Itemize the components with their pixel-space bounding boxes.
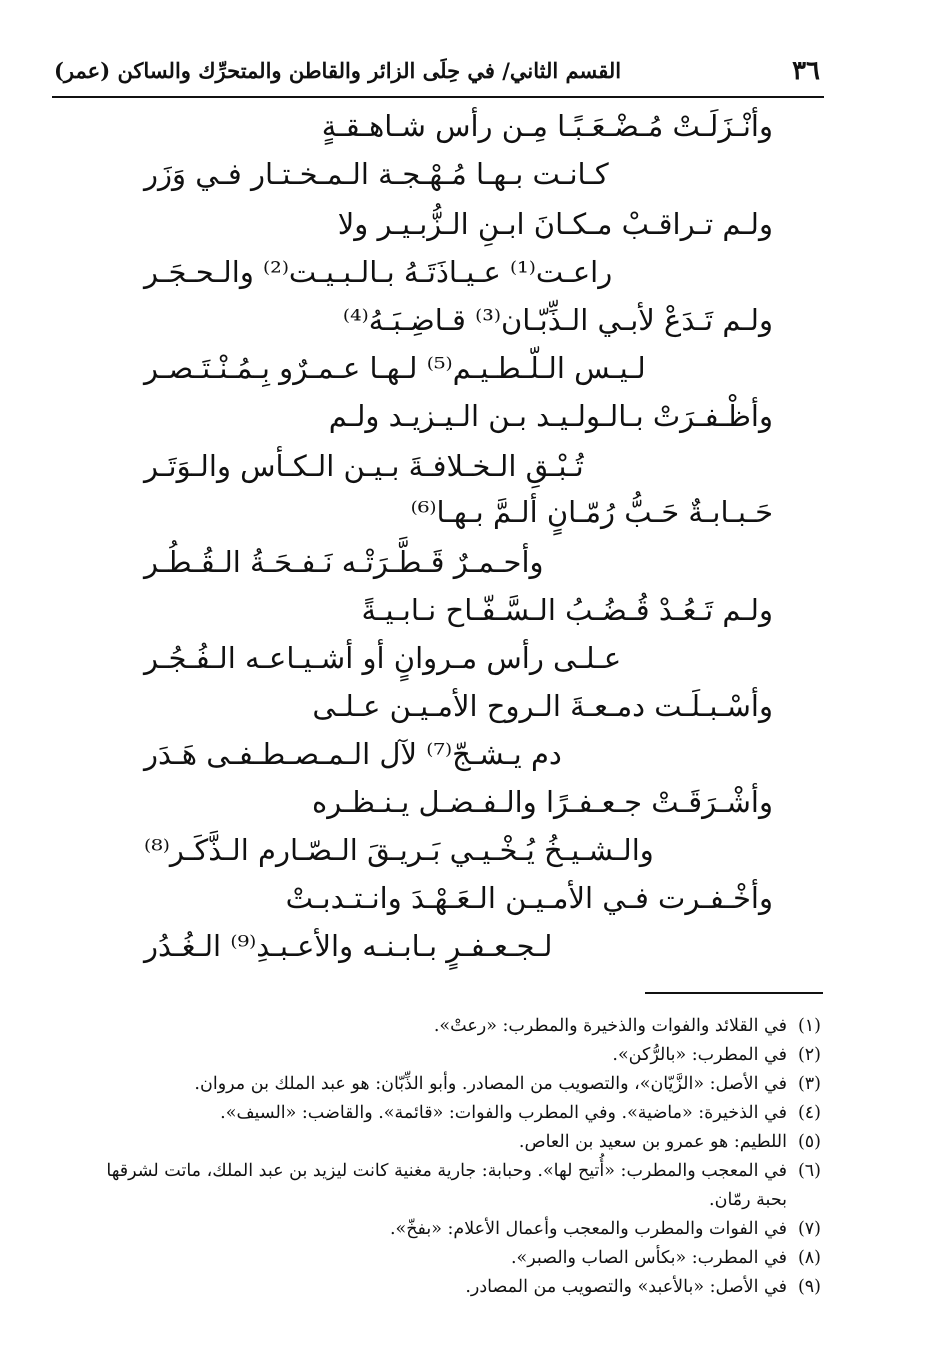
verse-6-first-hemistich: ولـم تَـعُـدْ قُـضُـبُ الـسَّـفّـاح نـابـيـةً	[361, 593, 773, 627]
footnote-number: (٤)	[797, 1103, 821, 1123]
footnote	[101, 1215, 821, 1244]
footnote	[101, 1273, 821, 1302]
running-title: القسم الثاني/ في حِلَى الزائر والقاطن والمتحرِّك والساكن (عمر)	[54, 58, 622, 83]
footnote	[101, 1099, 821, 1128]
footnote-text: في المعجب والمطرب: «أُتيح لها». وحبابة: جارية مغنية كانت ليزيد بن عبد الملك، ماتت لشرقها بحبة رمّان.	[106, 1161, 787, 1210]
footnote	[101, 1157, 821, 1215]
footnote-text: اللطيم: هو عمرو بن سعيد بن العاص.	[518, 1132, 787, 1152]
verse-8-first-hemistich: وأشْـرَقَـتْ جـعـفـرًا والـفـضـل يـنـظـره	[312, 785, 773, 819]
footnote-text: في الأصل: «بالأعبد» والتصويب من المصادر.	[465, 1277, 787, 1297]
footnote	[101, 1070, 821, 1099]
verse-8-second-hemistich: والـشـيـخُ يُـخْـيـي بَـريـقَ الـصّـارم الـذَّكَـر⁽⁸⁾	[144, 833, 654, 867]
footnote	[101, 1041, 821, 1070]
page-header	[52, 50, 822, 90]
footnote-number: (٣)	[797, 1074, 821, 1094]
footnotes	[101, 1012, 821, 1302]
verse-9-first-hemistich: وأخْـفـرت فـي الأمـيـن الـعَـهْـدَ وانـتـدبـتْ	[285, 881, 773, 915]
footnote	[101, 1128, 821, 1157]
footnote-number: (٩)	[797, 1277, 821, 1297]
footnote-number: (٨)	[797, 1248, 821, 1268]
page-number: ٣٦	[792, 56, 820, 86]
footnote-text: في القلائد والفوات والذخيرة والمطرب: «رعتْ».	[433, 1016, 787, 1036]
verse-4-second-hemistich: تُـبْـقِ الـخـلافـةَ بـيـن الـكـأس والـوَتَـر	[144, 449, 584, 483]
verse-3-second-hemistich: لـيـس الـلّـطـيـم⁽⁵⁾ لـهـا عـمـرٌو بِـمُـنْـتَـصـر	[144, 351, 646, 385]
verse-1-second-hemistich: كـانـت بـهـا مُـهْـجـة الـمـخـتـار فـي وَزَر	[144, 157, 609, 191]
footnote	[101, 1244, 821, 1273]
footnote-text: في الذخيرة: «ماضية». وفي المطرب والفوات: «قائمة». والقاضب: «السيف».	[220, 1103, 787, 1123]
footnote-text: في المطرب: «بكأس الصاب والصبر».	[510, 1248, 787, 1268]
verse-5-first-hemistich: حَـبـابـةٌ حَـبُّ رُمّـانٍ ألـمَّ بـهـا⁽⁶⁾	[410, 495, 773, 529]
verse-7-first-hemistich: وأسْـبـلَـت دمـعـةَ الـروح الأمـيـن عـلـى	[312, 689, 773, 723]
footnote-number: (٦)	[797, 1161, 821, 1181]
verse-9-second-hemistich: لـجـعـفـرٍ بـابـنـه والأعـبـدِ⁽⁹⁾ الـغُـدُر	[144, 929, 553, 963]
verse-5-second-hemistich: وأحـمـرٌ قَـطَّـرَتْـه نَـفـحَـةُ الـقُـطُـر	[144, 545, 544, 579]
footnote-number: (١)	[797, 1016, 821, 1036]
verse-4-first-hemistich: وأظْـفـرَتْ بـالـولـيـد بـن الـيـزيـد ولـم	[328, 399, 773, 433]
footnote-number: (٢)	[797, 1045, 821, 1065]
footnote-number: (٧)	[797, 1219, 821, 1239]
verse-2-second-hemistich: راعـت⁽¹⁾ عـيـاذَتَـهُ بـالـبـيـت⁽²⁾ والـحـجَـر	[144, 255, 613, 289]
footnote-text: في المطرب: «بالرُّكن».	[612, 1045, 787, 1065]
verse-2-first-hemistich: ولـم تـراقـبْ مـكـانَ ابـنِ الـزُّبـيـر ولا	[337, 207, 773, 241]
verse-7-second-hemistich: دم يـشـجّ⁽⁷⁾ لآل الـمـصـطـفـى هَـدَر	[144, 737, 562, 771]
footnote-text: في الفوات والمطرب والمعجب وأعمال الأعلام: «بفخّ».	[389, 1219, 787, 1239]
footnote-number: (٥)	[797, 1132, 821, 1152]
footnote-separator	[645, 992, 823, 994]
verse-1-first-hemistich: وأنْـزَلَـتْ مُـضْـعَـبًـا مِـن رأس شـاهـقـةٍ	[321, 109, 773, 143]
footnote	[101, 1012, 821, 1041]
verse-6-second-hemistich: عـلـى رأس مـروانٍ أو أشـيـاعـه الـفُـجُـر	[144, 641, 622, 675]
header-rule	[52, 96, 824, 98]
footnote-text: في الأصل: «الزَّيّان»، والتصويب من المصادر. وأبو الذِّبّان: هو عبد الملك بن مروان.	[194, 1074, 787, 1094]
verse-3-first-hemistich: ولـم تَـدَعْ لأبـي الـذِّبّـان⁽³⁾ قـاضِـبَـهُ⁽⁴⁾	[342, 303, 773, 337]
